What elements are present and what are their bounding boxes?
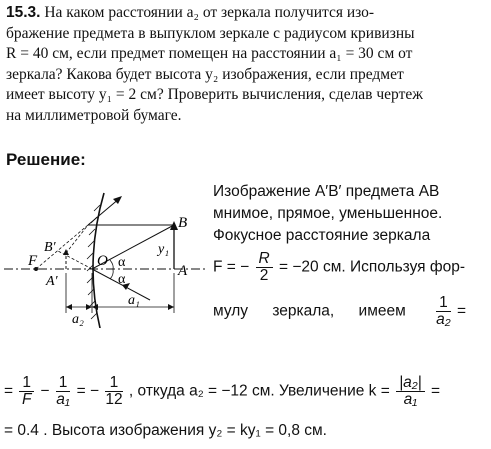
final-answer-line: = 0.4 . Высота изображения y₂ = ky₁ = 0,8 см. (4, 422, 327, 439)
solution-line-4 (213, 249, 488, 289)
ray-virtual-3 (66, 225, 88, 253)
fraction-den: a₁ (403, 391, 418, 408)
label-B: B (178, 215, 188, 231)
problem-line-3: R = 40 см, если предмет помещен на расстоянии a₁ = 30 см от (6, 45, 413, 62)
formula-line (4, 375, 440, 408)
label-B-prime: B′ (44, 240, 56, 255)
solution-line-5 (213, 289, 488, 335)
eq-sign-end: = (431, 382, 441, 400)
solution-line-3: Фокусное расстояние зеркала (213, 227, 431, 244)
result-text: , откуда a₂ = −12 см. Увеличение k = (128, 382, 390, 400)
label-a1: a₁ (128, 293, 140, 308)
fraction-num: 1 (105, 375, 122, 392)
focal-eq-suffix: = −20 см. Используя фор- (279, 258, 466, 276)
solution-line-1: Изображение A′B′ предмета AB (213, 183, 440, 200)
problem-line-2: бражение предмета в выпуклом зеркале с радиусом кривизны (6, 24, 415, 42)
problem-number: 15.3. (6, 4, 41, 21)
label-y1: y₁ (158, 242, 170, 257)
ray-reflected-1 (88, 198, 120, 225)
mirror-formula-lead: мулу зеркала, имеем (213, 302, 406, 320)
fraction-num: R (256, 251, 273, 268)
solution-text (213, 183, 488, 335)
problem-statement (6, 3, 486, 126)
fraction-1-over-a1 (56, 375, 71, 408)
problem-line-4: зеркала? Какова будет высота y₂ изображения, если предмет (6, 65, 404, 83)
dim-arrow (66, 304, 72, 310)
mirror-diagram (0, 183, 210, 328)
fraction-num: 1 (436, 295, 451, 312)
ray-virtual-2 (58, 251, 92, 269)
fraction-1-over-a2 (436, 295, 451, 328)
fraction-magnification (396, 375, 425, 408)
fraction-den: 12 (105, 391, 123, 408)
label-alpha-1: α (118, 255, 126, 270)
dim-arrow (168, 304, 174, 310)
fraction-R-over-2 (256, 251, 273, 284)
fraction-den: F (21, 391, 32, 408)
focal-eq-prefix: F = − (213, 258, 250, 276)
label-O: O (97, 253, 108, 269)
problem-line-5: имеет высоту y₁ = 2 см? Проверить вычисления, сделав чертеж (6, 86, 423, 103)
fraction-1-over-F (19, 375, 34, 408)
label-a2: a₂ (72, 312, 84, 327)
fraction-den: a₁ (56, 391, 70, 408)
problem-line-1: На каком расстоянии a₂ от зеркала получится изо- (44, 4, 375, 21)
angle-arc-2 (110, 269, 113, 279)
fraction-num: 1 (19, 375, 34, 392)
solution-heading: Решение: (6, 150, 86, 169)
fraction-den: a₂ (436, 311, 451, 328)
label-A-prime: A′ (46, 274, 58, 289)
label-F: F (28, 253, 38, 269)
minus-sign: − (40, 382, 50, 400)
problem-line-6: на миллиметровой бумаге. (6, 106, 182, 124)
fraction-num: |a₂| (396, 375, 425, 392)
angle-arc-1 (110, 260, 113, 269)
solution-line-2: мнимое, прямое, уменьшенное. (213, 205, 443, 222)
eq-sign: = (4, 382, 14, 400)
fraction-num: 1 (56, 375, 71, 392)
fraction-den: 2 (259, 267, 269, 284)
label-A: A (178, 263, 188, 279)
label-alpha-2: α (118, 272, 126, 287)
eq-minus: = − (76, 382, 100, 400)
mirror-formula-eq: = (457, 302, 467, 320)
fraction-1-over-12 (105, 375, 122, 408)
